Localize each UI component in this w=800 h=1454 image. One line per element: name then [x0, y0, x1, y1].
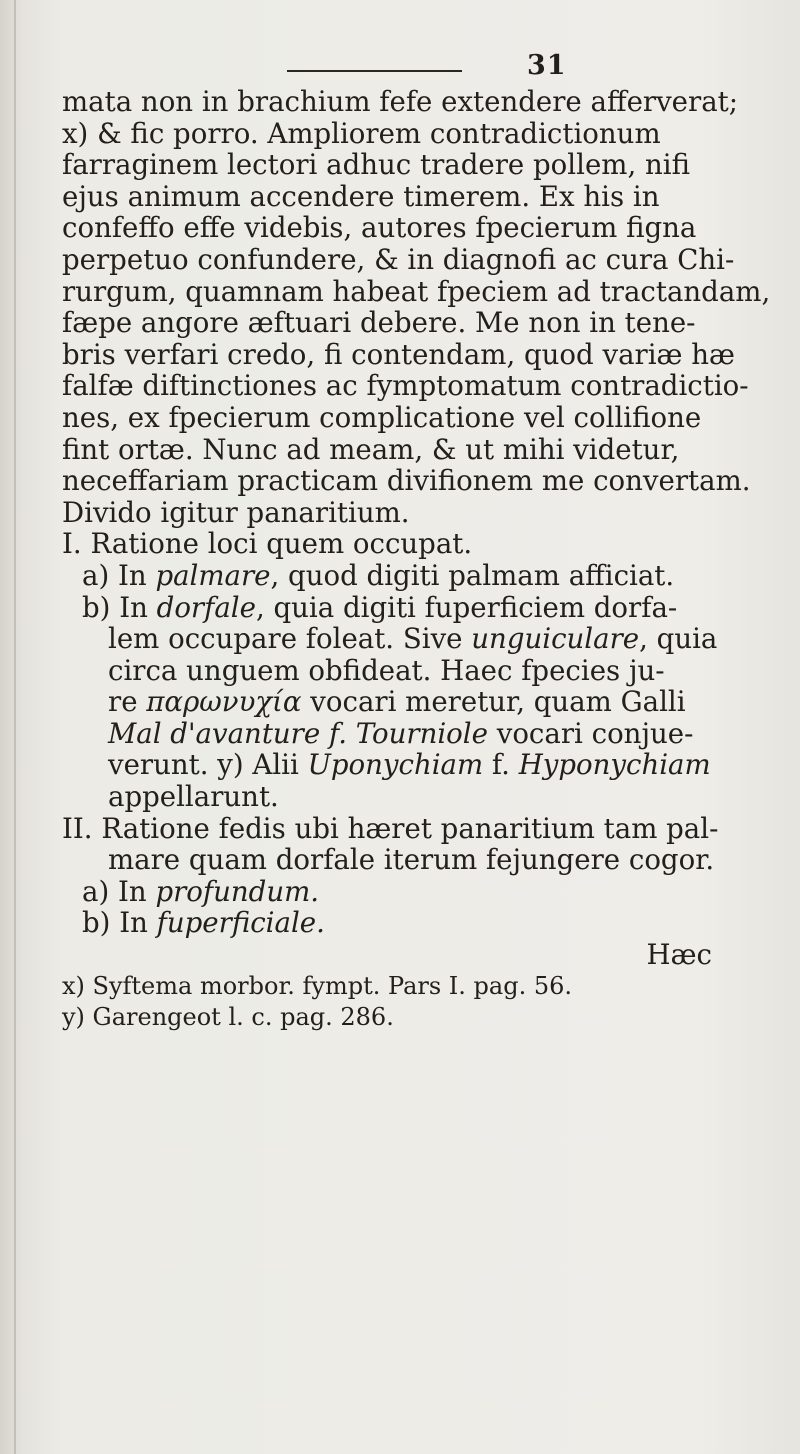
greek-term: παρωνυχία: [146, 685, 302, 719]
item-term: unguiculare: [471, 622, 640, 656]
section-1-item-b: [62, 592, 722, 624]
text-line: confeffo effe videbis, autores fpecierum figna: [62, 211, 697, 245]
text-line: fint ortæ. Nunc ad meam, & ut mihi videtur,: [62, 432, 680, 466]
item-term: Hyponychiam: [518, 748, 711, 782]
item-text: , quia digiti fuperficiem dorfa-: [255, 590, 678, 624]
text-line: neceffariam practicam divifionem me convertam.: [62, 464, 751, 498]
section-2-heading: II. Ratione fedis ubi hæret panaritium tam pal-: [62, 811, 719, 845]
text-line: appellarunt.: [108, 780, 279, 814]
section-1-item-a: [62, 560, 722, 592]
item-text: , quod digiti palmam afficiat.: [270, 558, 675, 592]
text-line: [62, 623, 722, 655]
item-text: verunt. y) Alii: [108, 748, 308, 782]
body-text: [62, 85, 771, 1034]
text-line: perpetuo confundere, & in diagnofi ac cura Chi-: [62, 242, 735, 276]
item-term: palmare: [155, 558, 271, 592]
text-line: Divido igitur panaritium.: [62, 495, 410, 529]
text-line: ejus animum accendere timerem. Ex his in: [62, 179, 660, 213]
item-term: fuperficiale.: [156, 906, 325, 940]
item-text: vocari conjue-: [487, 716, 694, 750]
item-text: re: [108, 685, 147, 719]
item-text: vocari meretur, quam Galli: [301, 685, 686, 719]
page-number: 31: [527, 50, 567, 81]
header-rule: [287, 70, 462, 72]
item-text: a) In: [82, 874, 156, 908]
text-line: fæpe angore æftuari debere. Me non in tene-: [62, 306, 696, 340]
section-2-item-a: [62, 876, 722, 908]
text-line: [62, 686, 722, 718]
footnote: x) Syftema morbor. fympt. Pars I. pag. 56.: [62, 971, 572, 1000]
text-line: rurgum, quamnam habeat fpeciem ad tractandam,: [62, 274, 771, 308]
text-line: farraginem lectori adhuc tradere pollem, nifi: [62, 148, 690, 182]
text-line: mata non in brachium fefe extendere afferverat;: [62, 85, 739, 118]
text-line: falfæ diftinctiones ac fymptomatum contradictio-: [62, 369, 749, 403]
text-line: nes, ex fpecierum complicatione vel collifione: [62, 400, 702, 434]
item-text: a) In: [82, 558, 156, 592]
item-text: , quia: [639, 622, 718, 656]
footnote: y) Garengeot l. c. pag. 286.: [62, 1003, 394, 1032]
item-term: profundum.: [155, 874, 320, 908]
text-line: [62, 718, 722, 750]
text-line: x) & fic porro. Ampliorem contradictionum: [62, 116, 661, 150]
text-line: circa unguem obfideat. Haec fpecies ju-: [108, 653, 665, 687]
item-text: b) In: [82, 590, 157, 624]
catchword: Hæc: [646, 938, 712, 972]
section-2-item-b: [62, 907, 722, 939]
item-text: f.: [483, 748, 519, 782]
binding-gutter: [14, 0, 16, 1454]
item-term: Uponychiam: [307, 748, 484, 782]
section-1-heading: I. Ratione loci quem occupat.: [62, 527, 473, 561]
text-line: bris verfari credo, fi contendam, quod variæ hæ: [62, 337, 735, 371]
item-text: lem occupare foleat. Sive: [108, 622, 472, 656]
item-term: Mal d'avanture f. Tourniole: [108, 716, 488, 750]
text-line: [62, 749, 722, 781]
item-text: b) In: [82, 906, 157, 940]
item-term: dorfale: [156, 590, 256, 624]
section-2-heading-cont: mare quam dorfale iterum fejungere cogor.: [108, 843, 715, 877]
